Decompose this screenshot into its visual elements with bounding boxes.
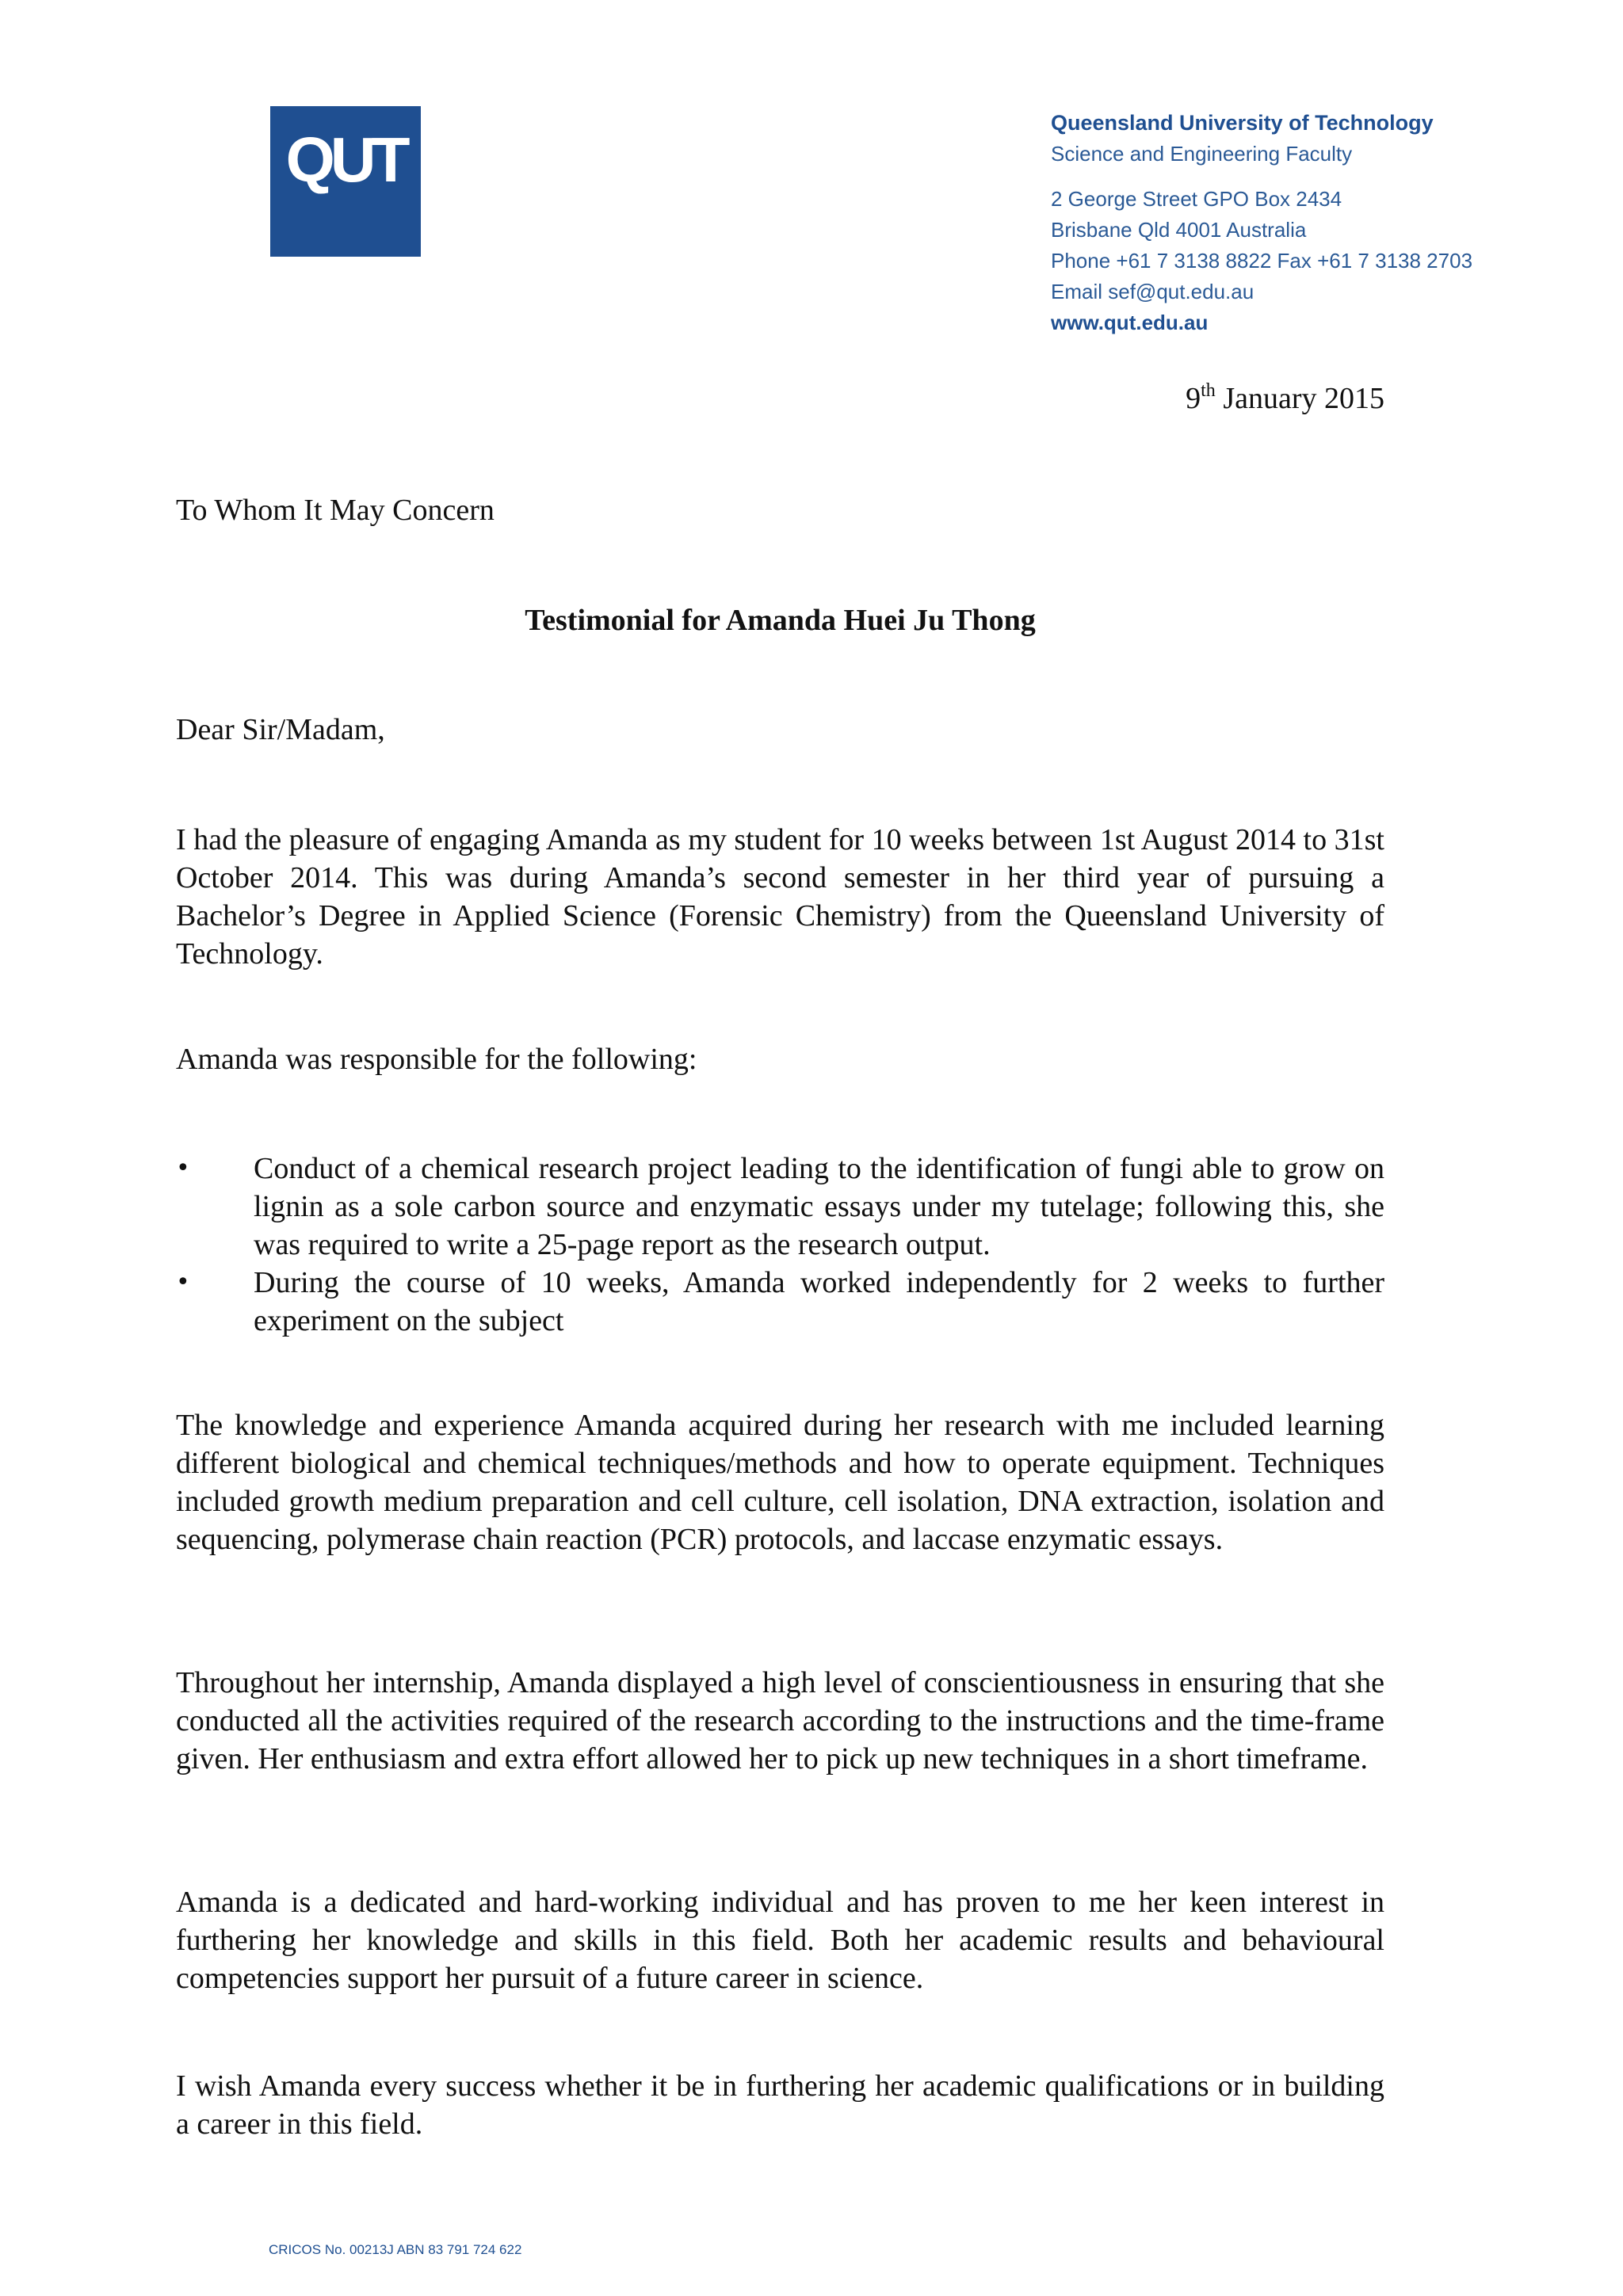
- closing-paragraph: I wish Amanda every success whether it be in furthering her academic qualifications or in building a career in this field.: [176, 2069, 1384, 2141]
- date-month-year: January 2015: [1215, 382, 1384, 415]
- faculty-name: Science and Engineering Faculty: [1051, 142, 1353, 166]
- responsibilities-list: [176, 1150, 1384, 1340]
- bullet-marker: •: [176, 1154, 190, 1182]
- logo-text: QUT: [285, 124, 406, 195]
- bullet-text: Conduct of a chemical research project leading to the identification of fungi able to grow on lignin as a sole carbon source and enzymatic essays under my tutelage; following this, she was required to write a 25-page report as the research output.: [254, 1152, 1384, 1261]
- list-item: [176, 1264, 1384, 1340]
- dedication-paragraph: Amanda is a dedicated and hard-working individual and has proven to me her keen interest in furthering her knowledge and skills in this field. Both her academic results and behavioural competencies support her pursuit of a future career in science.: [176, 1886, 1384, 1995]
- address-line-1: 2 George Street GPO Box 2434: [1051, 187, 1342, 211]
- bullet-marker: •: [176, 1268, 190, 1296]
- internship-paragraph: Throughout her internship, Amanda displayed a high level of conscientiousness in ensuring that she conducted all the activities required of the research according to the instructions and the time-frame given. Her enthusiasm and extra effort allowed her to pick up new techniques in a short timeframe.: [176, 1666, 1384, 1775]
- email: Email sef@qut.edu.au: [1051, 280, 1254, 303]
- letter-date: [1186, 381, 1384, 416]
- letterhead: [1051, 108, 1472, 338]
- website: www.qut.edu.au: [1051, 311, 1209, 334]
- qut-logo: [270, 106, 421, 257]
- greeting: Dear Sir/Madam,: [176, 713, 385, 746]
- footer-cricos: CRICOS No. 00213J ABN 83 791 724 622: [269, 2242, 522, 2257]
- bullet-text: During the course of 10 weeks, Amanda worked independently for 2 weeks to further experiment on the subject: [254, 1266, 1384, 1337]
- recipient-line: To Whom It May Concern: [176, 494, 495, 527]
- date-day: 9: [1186, 382, 1201, 415]
- responsibilities-intro: Amanda was responsible for the following:: [176, 1043, 697, 1076]
- knowledge-paragraph: The knowledge and experience Amanda acquired during her research with me included learning different biological and chemical techniques/methods and how to operate equipment. Techniques included growth medium preparation and cell culture, cell isolation, DNA extraction, isolation and sequencing, polymerase chain reaction (PCR) protocols, and laccase enzymatic essays.: [176, 1409, 1384, 1556]
- address-line-2: Brisbane Qld 4001 Australia: [1051, 218, 1307, 242]
- phone-fax: Phone +61 7 3138 8822 Fax +61 7 3138 2703: [1051, 249, 1473, 273]
- list-item: [176, 1150, 1384, 1264]
- letter-title: Testimonial for Amanda Huei Ju Thong: [525, 604, 1036, 637]
- date-suffix: th: [1201, 380, 1216, 401]
- university-name: Queensland University of Technology: [1051, 111, 1434, 135]
- intro-paragraph: I had the pleasure of engaging Amanda as my student for 10 weeks between 1st August 2014 to 31st October 2014. This was during Amanda’s second semester in her third year of pursuing a Bachelor’s Degree in Applied Science (Forensic Chemistry) from the Queensland University of Technology.: [176, 823, 1384, 971]
